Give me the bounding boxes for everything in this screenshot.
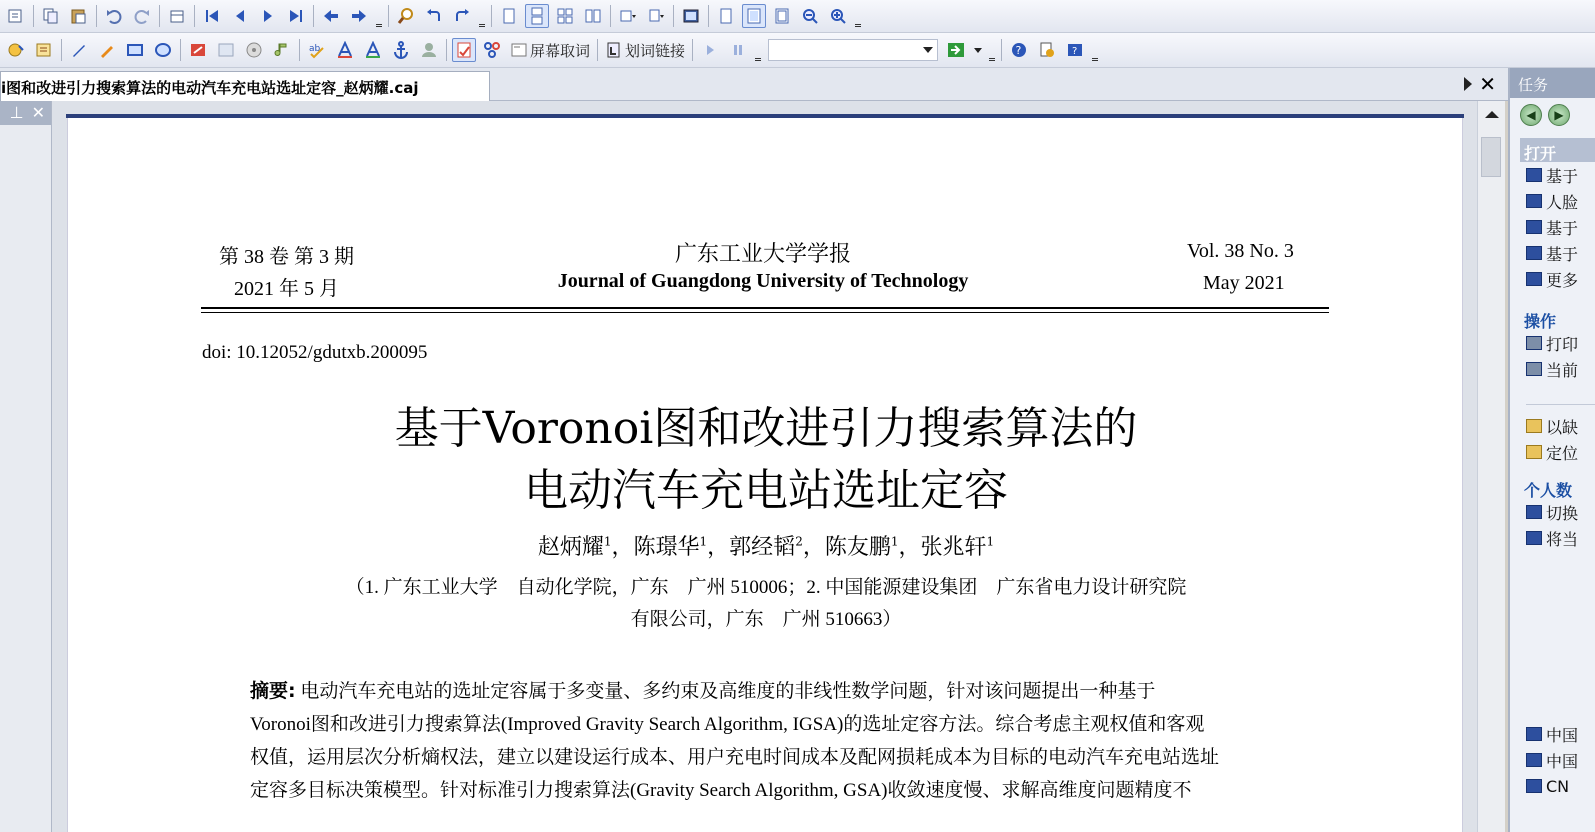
task-nav bbox=[1510, 98, 1595, 132]
header-rule bbox=[201, 312, 1329, 313]
text-color-icon[interactable] bbox=[361, 38, 385, 62]
document-page bbox=[67, 115, 1463, 832]
find-icon[interactable] bbox=[394, 4, 418, 28]
toolbar-grip[interactable] bbox=[988, 39, 996, 61]
author-affiliation-mark: 1 bbox=[603, 534, 612, 549]
task-item[interactable] bbox=[1526, 162, 1595, 188]
document-tab-title: i图和改进引力搜索算法的电动汽车充电站选址定容_赵炳耀.caj bbox=[1, 79, 419, 97]
author-affiliation-mark: 1 bbox=[890, 534, 899, 549]
task-sections bbox=[1510, 138, 1595, 799]
rotate-dropdown-icon[interactable] bbox=[644, 4, 668, 28]
task-item[interactable] bbox=[1526, 499, 1595, 525]
document-tab-strip bbox=[0, 68, 1510, 101]
pause-icon[interactable] bbox=[726, 38, 750, 62]
task-section-title[interactable]: 打开 bbox=[1520, 138, 1595, 162]
toolbar-separator bbox=[446, 39, 447, 61]
svg-text:ab: ab bbox=[309, 44, 321, 54]
author-name: 陈友鹏 bbox=[824, 535, 891, 560]
first-page-icon[interactable] bbox=[200, 4, 224, 28]
chevron-down-icon[interactable] bbox=[923, 47, 933, 53]
molecule-icon[interactable] bbox=[480, 38, 504, 62]
task-panel bbox=[1508, 68, 1595, 832]
author-name: 陈璟华 bbox=[633, 535, 700, 560]
task-panel-title: 任务 bbox=[1510, 68, 1595, 98]
vertical-scrollbar[interactable] bbox=[1477, 101, 1505, 832]
task-item-label: 当前 bbox=[1546, 360, 1579, 380]
spell-check-icon[interactable] bbox=[305, 38, 329, 62]
document-tab[interactable] bbox=[0, 71, 490, 101]
prev-page-icon[interactable] bbox=[228, 4, 252, 28]
eraser-icon[interactable] bbox=[186, 38, 210, 62]
toolbar-separator bbox=[491, 5, 492, 27]
forward-icon[interactable]: ▶ bbox=[1548, 104, 1570, 126]
journal-name-en: Journal of Guangdong University of Technology bbox=[557, 270, 969, 292]
toolbar-grip[interactable] bbox=[854, 5, 862, 27]
find-next-icon[interactable] bbox=[450, 4, 474, 28]
task-gap bbox=[1510, 292, 1595, 306]
toolbar-separator bbox=[180, 39, 181, 61]
toolbar-grip[interactable] bbox=[1091, 39, 1099, 61]
redo-icon[interactable] bbox=[130, 4, 154, 28]
word-link-label: 划词链接 bbox=[625, 41, 686, 60]
author-affiliation-mark: 1 bbox=[986, 534, 995, 549]
task-item-icon bbox=[1526, 753, 1542, 767]
task-item[interactable] bbox=[1526, 330, 1595, 356]
paper-title-line-1: 基于Voronoi图和改进引力搜索算法的 bbox=[394, 403, 1138, 454]
undo-icon[interactable] bbox=[102, 4, 126, 28]
last-page-icon[interactable] bbox=[284, 4, 308, 28]
ellipse-tool-icon[interactable] bbox=[151, 38, 175, 62]
fit-page-icon[interactable] bbox=[770, 4, 794, 28]
journal-name-cn: 广东工业大学学报 bbox=[674, 242, 851, 267]
task-item[interactable] bbox=[1526, 240, 1595, 266]
toolbar-grip[interactable] bbox=[478, 5, 486, 27]
task-section-title[interactable]: 操作 bbox=[1524, 312, 1557, 331]
multi-page-icon[interactable] bbox=[553, 4, 577, 28]
task-item[interactable] bbox=[1526, 188, 1595, 214]
task-item-label: 中国 bbox=[1546, 751, 1579, 771]
toolbar-separator bbox=[313, 5, 314, 27]
single-page-icon[interactable] bbox=[497, 4, 521, 28]
find-prev-icon[interactable] bbox=[422, 4, 446, 28]
toolbar-separator bbox=[1001, 39, 1002, 61]
forward-arrow-icon[interactable] bbox=[347, 4, 371, 28]
svg-text:?: ? bbox=[1072, 46, 1078, 57]
task-item[interactable] bbox=[1526, 721, 1595, 747]
image-icon[interactable] bbox=[214, 38, 238, 62]
annotation-toolbar bbox=[0, 33, 1595, 68]
select-tool-icon[interactable] bbox=[4, 38, 28, 62]
paper-title-line-2: 电动汽车充电站选址定容 bbox=[524, 465, 1008, 516]
author-separator: ， bbox=[611, 535, 634, 560]
task-item-icon bbox=[1526, 272, 1542, 286]
about-icon[interactable] bbox=[1063, 38, 1087, 62]
task-item[interactable] bbox=[1526, 413, 1595, 439]
notes-icon[interactable] bbox=[452, 38, 476, 62]
highlighter-icon[interactable] bbox=[95, 38, 119, 62]
publish-date-cn: 2021 年 5 月 bbox=[234, 278, 339, 300]
toolbar-separator bbox=[61, 39, 62, 61]
document-view[interactable] bbox=[52, 101, 1477, 832]
task-item-label: 人脸 bbox=[1546, 192, 1579, 212]
screen-capture-button[interactable] bbox=[506, 38, 594, 62]
toolbar-grip[interactable] bbox=[754, 39, 762, 61]
scroll-up-icon[interactable] bbox=[1485, 111, 1499, 118]
publish-date-en: May 2021 bbox=[1203, 272, 1285, 294]
fit-width-icon[interactable] bbox=[742, 4, 766, 28]
task-item-icon bbox=[1526, 168, 1542, 182]
author-name: 郭经韬 bbox=[729, 535, 796, 560]
search-combo[interactable] bbox=[768, 39, 938, 61]
abstract-line: 权值，运用层次分析熵权法，建立以建设运行成本、用户充电时间成本及配网损耗成本为目标的电动汽车充电站选址 bbox=[250, 747, 1220, 768]
toolbar-separator bbox=[299, 39, 300, 61]
svg-text:?: ? bbox=[1015, 44, 1022, 57]
pin-icon[interactable]: ⊥ bbox=[9, 105, 24, 122]
task-item-icon bbox=[1526, 220, 1542, 234]
layout-dropdown-icon[interactable] bbox=[616, 4, 640, 28]
help-icon[interactable] bbox=[1007, 38, 1031, 62]
toolbar-separator bbox=[610, 5, 611, 27]
abstract-line: 摘要: 电动汽车充电站的选址定容属于多变量、多约束及高维度的非线性数学问题，针对该问题提出一种基于 bbox=[250, 680, 1156, 702]
toolbar-separator bbox=[673, 5, 674, 27]
zoom-out-icon[interactable] bbox=[798, 4, 822, 28]
task-item-icon bbox=[1526, 336, 1542, 350]
task-item-icon bbox=[1526, 419, 1542, 433]
task-item-icon bbox=[1526, 194, 1542, 208]
abstract-label: 摘要: bbox=[250, 680, 296, 702]
navigation-panel bbox=[0, 101, 52, 832]
word-link-button[interactable] bbox=[601, 38, 689, 62]
task-item[interactable] bbox=[1526, 773, 1595, 799]
toolbar-separator bbox=[33, 5, 34, 27]
task-item[interactable] bbox=[1526, 266, 1595, 292]
go-arrow-icon[interactable] bbox=[944, 38, 968, 62]
properties-icon[interactable] bbox=[165, 4, 189, 28]
task-item-label: CN bbox=[1546, 776, 1570, 796]
task-item-label: 基于 bbox=[1546, 218, 1579, 238]
task-item-icon bbox=[1526, 246, 1542, 260]
header-rule bbox=[201, 307, 1329, 309]
task-item-label: 基于 bbox=[1546, 166, 1579, 186]
task-gap bbox=[1510, 551, 1595, 721]
task-item-label: 以缺 bbox=[1546, 417, 1579, 437]
task-item[interactable] bbox=[1526, 525, 1595, 551]
help-doc-icon[interactable] bbox=[1035, 38, 1059, 62]
doi: doi: 10.12052/gdutxb.200095 bbox=[202, 342, 428, 363]
toolbar-separator bbox=[708, 5, 709, 27]
main-toolbar bbox=[0, 0, 1595, 33]
task-item[interactable] bbox=[1526, 439, 1595, 465]
text-format-icon[interactable] bbox=[333, 38, 357, 62]
abstract bbox=[250, 675, 1290, 807]
zoom-in-icon[interactable] bbox=[826, 4, 850, 28]
navigation-panel-header bbox=[0, 101, 51, 125]
actual-size-icon[interactable] bbox=[714, 4, 738, 28]
pen-icon[interactable] bbox=[67, 38, 91, 62]
fullscreen-icon[interactable] bbox=[679, 4, 703, 28]
task-gap bbox=[1510, 465, 1595, 475]
toolbar-separator bbox=[692, 39, 693, 61]
scrollbar-thumb[interactable] bbox=[1481, 137, 1501, 177]
task-item-label: 中国 bbox=[1546, 725, 1579, 745]
facing-pages-icon[interactable] bbox=[581, 4, 605, 28]
task-item-label: 打印 bbox=[1546, 334, 1579, 354]
toolbar-separator bbox=[96, 5, 97, 27]
screen-capture-label: 屏幕取词 bbox=[530, 41, 591, 60]
search-doc-icon[interactable] bbox=[4, 4, 28, 28]
task-item-icon bbox=[1526, 779, 1542, 793]
affiliation-line-2: 有限公司，广东 广州 510663） bbox=[630, 609, 902, 630]
toolbar-separator bbox=[388, 5, 389, 27]
volume-issue: 第 38 卷 第 3 期 bbox=[219, 246, 354, 268]
toolbar-separator bbox=[597, 39, 598, 61]
go-dropdown-icon[interactable] bbox=[972, 38, 984, 62]
author-affiliation-mark: 2 bbox=[795, 534, 803, 549]
task-item[interactable] bbox=[1526, 214, 1595, 240]
continuous-page-icon[interactable] bbox=[525, 4, 549, 28]
task-item[interactable] bbox=[1526, 747, 1595, 773]
task-item-icon bbox=[1526, 505, 1542, 519]
author-separator: ， bbox=[898, 535, 921, 560]
toolbar-separator bbox=[194, 5, 195, 27]
task-item-icon bbox=[1526, 445, 1542, 459]
anchor-icon[interactable] bbox=[389, 38, 413, 62]
vol-no-en: Vol. 38 No. 3 bbox=[1187, 240, 1294, 262]
task-item-label: 更多 bbox=[1546, 270, 1579, 290]
task-section-title[interactable]: 个人数 bbox=[1524, 481, 1573, 500]
task-item-icon bbox=[1526, 362, 1542, 376]
affiliation-line-1: （1. 广东工业大学 自动化学院，广东 广州 510006；2. 中国能源建设集团 广东省电力设计研究院 bbox=[345, 577, 1187, 598]
copy-icon[interactable] bbox=[39, 4, 63, 28]
task-item-icon bbox=[1526, 727, 1542, 741]
toolbar-separator bbox=[159, 5, 160, 27]
tab-scroll-right-icon[interactable] bbox=[1464, 77, 1472, 91]
play-icon[interactable] bbox=[698, 38, 722, 62]
abstract-line: Voronoi图和改进引力搜索算法(Improved Gravity Search Algorithm, IGSA)的选址定容方法。综合考虑主观权值和客观 bbox=[250, 714, 1205, 735]
screen-capture-icon bbox=[510, 41, 528, 59]
user-icon[interactable] bbox=[417, 38, 441, 62]
back-arrow-icon[interactable] bbox=[319, 4, 343, 28]
task-item-icon bbox=[1526, 531, 1542, 545]
abstract-line: 定容多目标决策模型。针对标准引力搜索算法(Gravity Search Algorithm, GSA)收敛速度慢、求解高维度问题精度不 bbox=[250, 780, 1192, 801]
task-item-label: 切换 bbox=[1546, 503, 1579, 523]
close-tab-icon[interactable]: ✕ bbox=[1479, 74, 1496, 96]
rectangle-tool-icon[interactable] bbox=[123, 38, 147, 62]
next-page-icon[interactable] bbox=[256, 4, 280, 28]
paste-icon[interactable] bbox=[67, 4, 91, 28]
audio-icon[interactable] bbox=[270, 38, 294, 62]
author-separator: ， bbox=[802, 535, 825, 560]
task-item-label: 定位 bbox=[1546, 443, 1579, 463]
task-item[interactable] bbox=[1526, 356, 1595, 382]
toolbar-grip[interactable] bbox=[375, 5, 383, 27]
film-icon[interactable] bbox=[242, 38, 266, 62]
back-icon[interactable]: ◀ bbox=[1520, 104, 1542, 126]
task-item-label: 将当 bbox=[1546, 529, 1579, 549]
task-separator bbox=[1526, 404, 1595, 405]
word-link-icon bbox=[605, 41, 623, 59]
task-item-label: 基于 bbox=[1546, 244, 1579, 264]
text-select-icon[interactable] bbox=[32, 38, 56, 62]
task-gap bbox=[1510, 382, 1595, 396]
author-affiliation-mark: 1 bbox=[699, 534, 708, 549]
author-name: 张兆轩 bbox=[920, 535, 987, 560]
author-name: 赵炳耀 bbox=[537, 535, 604, 560]
author-list bbox=[68, 530, 1464, 561]
author-separator: ， bbox=[707, 535, 730, 560]
close-panel-icon[interactable]: ✕ bbox=[31, 105, 45, 122]
